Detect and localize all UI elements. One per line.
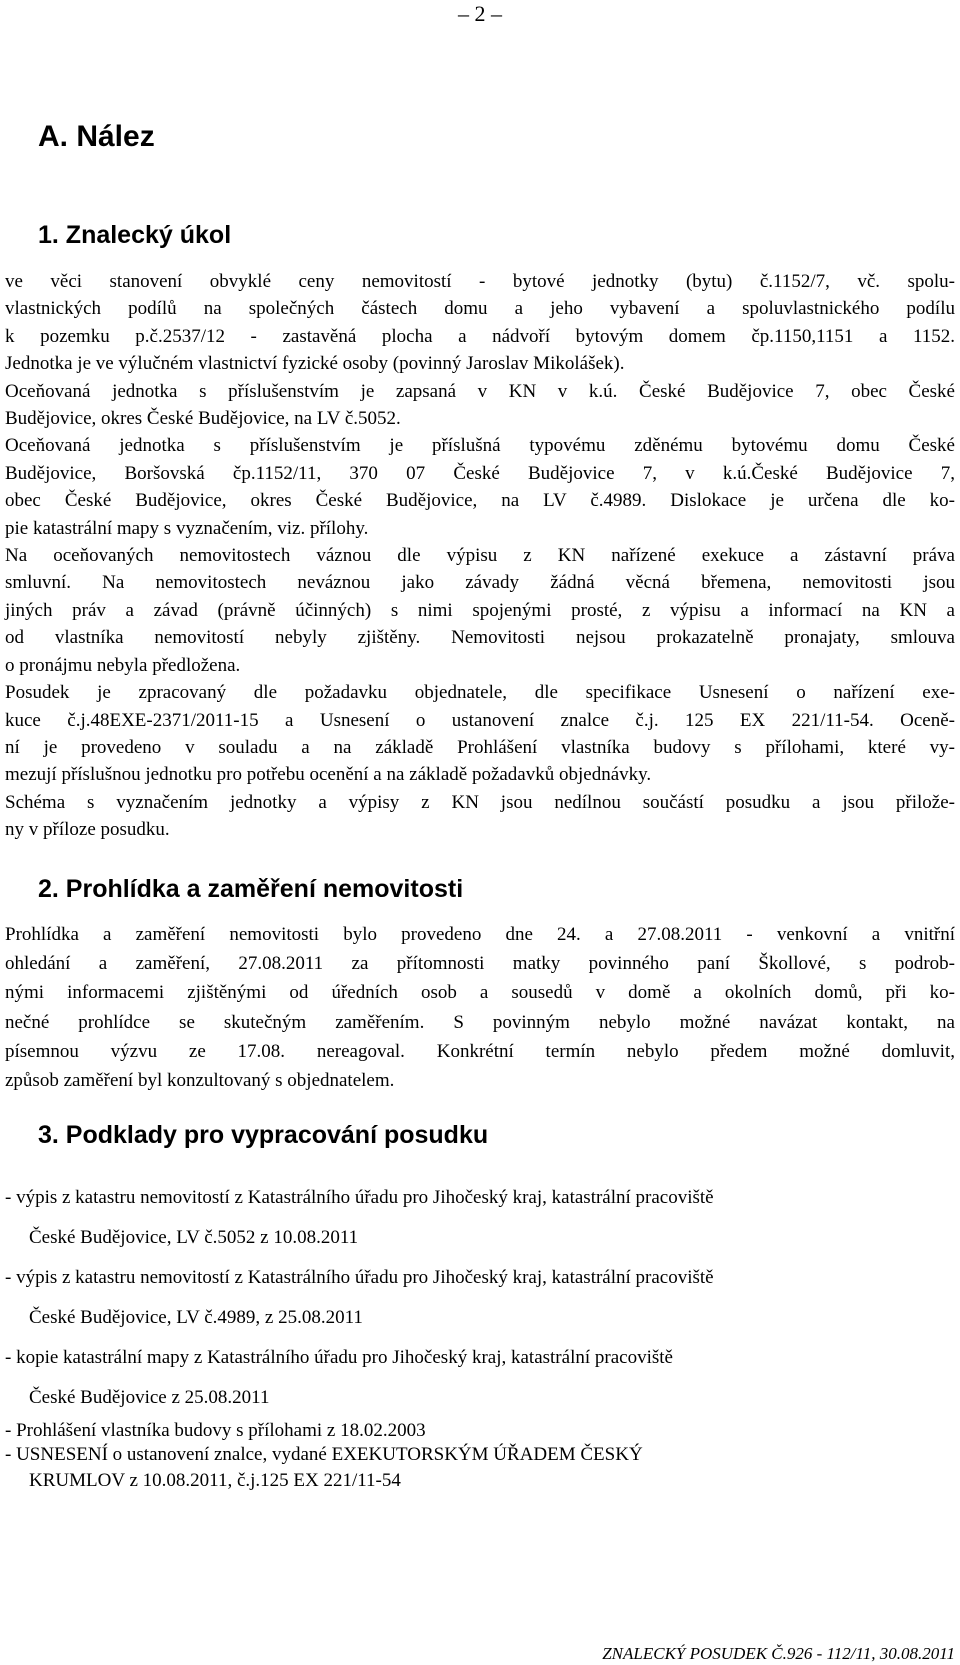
text-line: od vlastníka nemovitostí nebyly zjištěny. Nemovitosti nejsou prokazatelně pronajaty, smlouva	[5, 627, 955, 649]
list-item	[5, 1338, 673, 1418]
text-line: kuce č.j.48EXE-2371/2011-15 a Usnesení o ustanovení znalce č.j. 125 EX 221/11-54. Oceně-	[5, 709, 955, 731]
text-line: jiných práv a závad (právně účinných) s nimi spojenými prosté, z výpisu a informací na KN a	[5, 599, 955, 621]
text-line: Schéma s vyznačením jednotky a výpisy z KN jsou nedílnou součástí posudku a jsou přilože-	[5, 791, 955, 813]
list-item-continuation: České Budějovice, LV č.4989, z 25.08.2011	[29, 1307, 363, 1328]
text-line: vlastnických podílů na společných částech domu a jeho vybavení a spoluvlastnického podílu	[5, 298, 955, 320]
list-item	[5, 1258, 714, 1338]
list-item-line: - výpis z katastru nemovitostí z Katastrálního úřadu pro Jihočeský kraj, katastrální pracoviště	[5, 1267, 714, 1288]
list-item-line: - kopie katastrální mapy z Katastrálního úřadu pro Jihočeský kraj, katastrální pracoviště	[5, 1347, 673, 1368]
text-line: písemnou výzvu ze 17.08. nereagoval. Konkrétní termín nebylo předem možné domluvit,	[5, 1040, 955, 1062]
text-line: smluvní. Na nemovitostech neváznou jako závady žádná věcná břemena, nemovitosti jsou	[5, 572, 955, 594]
section-3-title: 3. Podklady pro vypracování posudku	[38, 1121, 489, 1149]
text-line: Oceňovaná jednotka s příslušenstvím je zapsaná v KN v k.ú. České Budějovice 7, obec České	[5, 380, 955, 402]
page-number: – 2 –	[458, 1, 502, 26]
footer-text: ZNALECKÝ POSUDEK Č.926 - 112/11, 30.08.2011	[602, 1644, 955, 1663]
text-line: ní je provedeno v souladu a na základě Prohlášení vlastníka budovy s přílohami, které vy-	[5, 736, 955, 758]
section-1-body	[5, 268, 955, 844]
list-item-continuation: KRUMLOV z 10.08.2011, č.j.125 EX 221/11-54	[29, 1470, 401, 1491]
section-a-title: A. Nález	[38, 120, 155, 153]
list-item-continuation: České Budějovice, LV č.5052 z 10.08.2011	[29, 1227, 359, 1248]
text-line: nečné prohlídce se skutečným zaměřením. S povinným nebylo možné navázat kontakt, na	[5, 1011, 955, 1033]
list-item	[5, 1418, 426, 1444]
text-line: o pronájmu nebyla předložena.	[5, 654, 241, 676]
list-item	[5, 1442, 643, 1494]
text-line: ny v příloze posudku.	[5, 819, 170, 841]
text-line: Na oceňovaných nemovitostech váznou dle výpisu z KN nařízené exekuce a zástavní práva	[5, 545, 955, 567]
list-item-line: - USNESENÍ o ustanovení znalce, vydané EXEKUTORSKÝM ÚŘADEM ČESKÝ	[5, 1444, 643, 1465]
list-item-line: - Prohlášení vlastníka budovy s přílohami z 18.02.2003	[5, 1420, 426, 1441]
list-item-line: - výpis z katastru nemovitostí z Katastrálního úřadu pro Jihočeský kraj, katastrální pracoviště	[5, 1187, 714, 1208]
text-line: nými informacemi zjištěnými od úředních osob a sousedů v domě a okolních domů, při ko-	[5, 982, 955, 1004]
list-item-continuation: České Budějovice z 25.08.2011	[29, 1387, 270, 1408]
text-line: Budějovice, okres České Budějovice, na LV č.5052.	[5, 408, 401, 430]
text-line: Budějovice, Boršovská čp.1152/11, 370 07 České Budějovice 7, v k.ú.České Budějovice 7,	[5, 462, 955, 484]
list-item	[5, 1178, 714, 1258]
text-line: pie katastrální mapy s vyznačením, viz. přílohy.	[5, 517, 369, 539]
section-1-title: 1. Znalecký úkol	[38, 221, 232, 249]
text-line: obec České Budějovice, okres České Budějovice, na LV č.4989. Dislokace je určena dle ko-	[5, 490, 955, 512]
text-line: k pozemku p.č.2537/12 - zastavěná plocha a nádvoří bytovým domem čp.1150,1151 a 1152.	[5, 325, 955, 347]
text-line: Jednotka je ve výlučném vlastnictví fyzické osoby (povinný Jaroslav Mikolášek).	[5, 353, 625, 375]
text-line: způsob zaměření byl konzultovaný s objednatelem.	[5, 1070, 395, 1092]
text-line: ohledání a zaměření, 27.08.2011 za přítomnosti matky povinného paní Škollové, s podrob-	[5, 953, 955, 975]
text-line: Oceňovaná jednotka s příslušenstvím je příslušná typovému zděnému bytovému domu České	[5, 435, 955, 457]
section-2-title: 2. Prohlídka a zaměření nemovitosti	[38, 875, 464, 903]
section-2-body	[5, 920, 955, 1095]
text-line: Prohlídka a zaměření nemovitosti bylo provedeno dne 24. a 27.08.2011 - venkovní a vnitřní	[5, 924, 955, 945]
text-line: ve věci stanovení obvyklé ceny nemovitostí - bytové jednotky (bytu) č.1152/7, vč. spolu-	[5, 271, 955, 292]
text-line: mezují příslušnou jednotku pro potřebu ocenění a na základě požadavků objednávky.	[5, 764, 652, 786]
text-line: Posudek je zpracovaný dle požadavku objednatele, dle specifikace Usnesení o nařízení exe-	[5, 682, 955, 704]
